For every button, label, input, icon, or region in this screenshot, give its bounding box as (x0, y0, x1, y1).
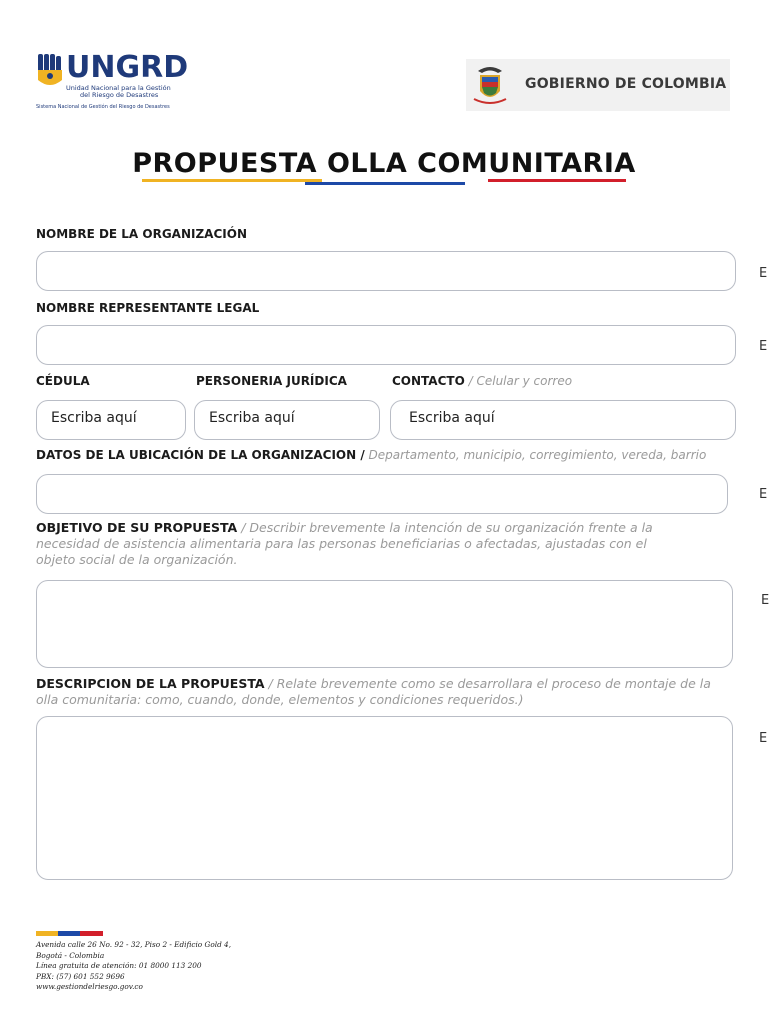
org-name-side-text: E (759, 266, 768, 281)
cedula-field[interactable] (36, 400, 186, 440)
cedula-value: Escriba aquí (51, 410, 137, 426)
objetivo-field[interactable] (36, 580, 733, 668)
objetivo-hint-2: necesidad de asistencia alimentaria para las personas beneficiarias o afectadas, ajustadas con el (36, 536, 647, 551)
coat-of-arms-icon (472, 63, 508, 107)
contacto-label-text: CONTACTO (392, 374, 465, 388)
objetivo-label-block (36, 520, 736, 568)
ubicacion-label (36, 448, 706, 462)
title-underline-blue (305, 182, 465, 185)
objetivo-side-text: E (761, 593, 769, 608)
descripcion-field[interactable] (36, 716, 733, 880)
ubicacion-label-text: DATOS DE LA UBICACIÓN DE LA ORGANIZACION / (36, 448, 365, 462)
descripcion-hint-1: / Relate brevemente como se desarrollara el proceso de montaje de la (264, 676, 711, 691)
footer-line-2: Bogotá - Colombia (36, 950, 105, 960)
contacto-hint: / Celular y correo (464, 374, 573, 388)
legal-rep-side-text: E (759, 339, 768, 354)
footer-address (36, 940, 231, 993)
ungrd-wordmark: UNGRD (66, 50, 189, 85)
gobierno-logo (466, 59, 730, 111)
ubicacion-hint: Departamento, municipio, corregimiento, vereda, barrio (364, 448, 707, 462)
legal-rep-label: NOMBRE REPRESENTANTE LEGAL (36, 301, 260, 315)
footer-bar-yellow (36, 931, 58, 936)
personeria-value: Escriba aquí (209, 410, 295, 426)
objetivo-hint-3: objeto social de la organización. (36, 552, 238, 567)
descripcion-label-block (36, 676, 736, 708)
personeria-field[interactable] (194, 400, 380, 440)
descripcion-side-text: E (759, 731, 768, 746)
footer-bar-red (80, 931, 103, 936)
title-underline-yellow (142, 179, 322, 182)
footer-line-3: Línea gratuita de atención: 01 8000 113 200 (36, 961, 202, 970)
footer-bar-blue (58, 931, 80, 936)
contacto-field[interactable] (390, 400, 736, 440)
ungrd-subtitle-1: Unidad Nacional para la Gestión (66, 84, 171, 92)
contacto-value: Escriba aquí (409, 410, 495, 426)
ubicacion-field[interactable] (36, 474, 728, 514)
ungrd-subtitle-2: del Riesgo de Desastres (80, 91, 159, 99)
footer-website-link[interactable]: www.gestiondelriesgo.gov.co (36, 982, 143, 991)
descripcion-label: DESCRIPCION DE LA PROPUESTA (36, 676, 265, 691)
org-name-field[interactable] (36, 251, 736, 291)
ubicacion-side-text: E (759, 487, 768, 502)
page-title: PROPUESTA OLLA COMUNITARIA (132, 148, 636, 179)
footer-line-4: PBX: (57) 601 552 9696 (36, 971, 125, 981)
footer-line-1: Avenida calle 26 No. 92 - 32, Piso 2 - Edificio Gold 4, (36, 940, 232, 949)
personeria-label: PERSONERIA JURÍDICA (196, 374, 347, 388)
ungrd-system-line: Sistema Nacional de Gestión del Riesgo de Desastres (36, 104, 170, 110)
title-underline-red (488, 179, 626, 182)
org-name-label: NOMBRE DE LA ORGANIZACIÓN (36, 227, 247, 241)
hand-emblem-icon (36, 54, 64, 88)
descripcion-hint-2: olla comunitaria: como, cuando, donde, elementos y condiciones requeridos.) (36, 692, 524, 707)
legal-rep-field[interactable] (36, 325, 736, 365)
objetivo-hint-1: / Describir brevemente la intención de su organización frente a la (237, 520, 653, 535)
gobierno-label: GOBIERNO DE COLOMBIA (525, 76, 727, 92)
objetivo-label: OBJETIVO DE SU PROPUESTA (36, 520, 238, 535)
cedula-label: CÉDULA (36, 374, 90, 388)
ungrd-logo (36, 50, 189, 114)
contacto-label (392, 374, 572, 388)
